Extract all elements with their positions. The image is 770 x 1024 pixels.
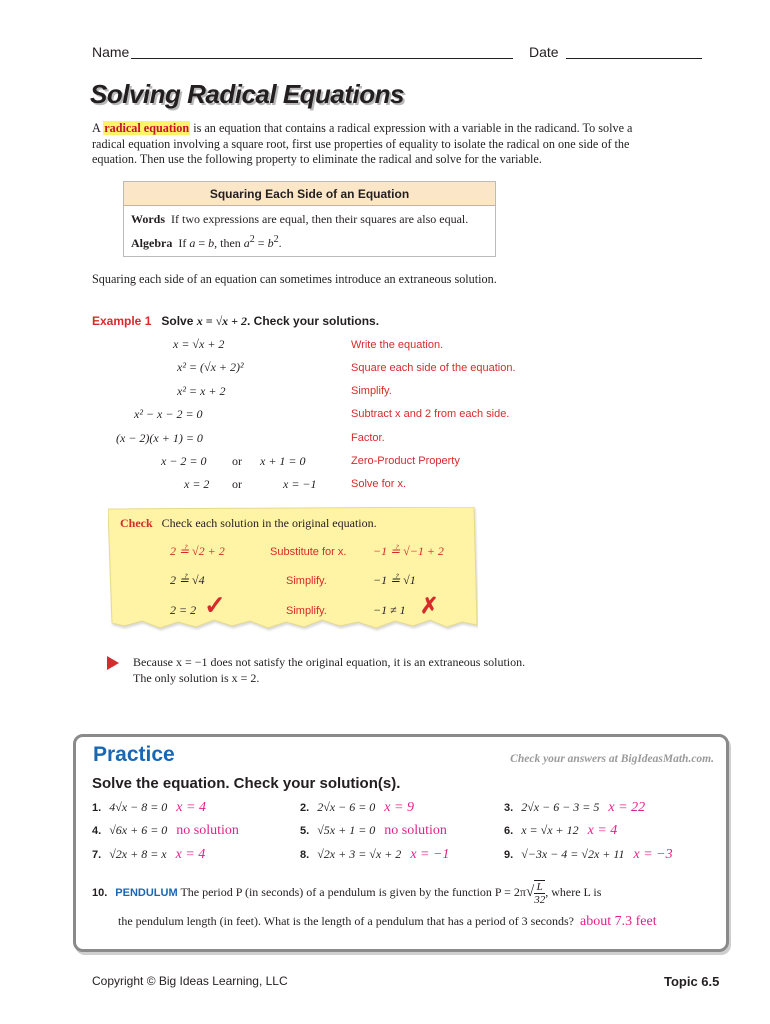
handwritten-answer[interactable]: x = 4 (176, 800, 206, 815)
algebra-if: If (178, 236, 187, 250)
problem-text-b: , where L is (545, 885, 602, 899)
conclusion-line2: The only solution is x = 2. (133, 670, 260, 685)
problem-text-c: the pendulum length (in feet). What is the length of a pendulum that has a period of 3 seconds? (118, 914, 574, 928)
exercise-equation: √2x + 8 = x (109, 847, 167, 861)
exercise-1 (92, 800, 206, 816)
sup: 2 (249, 234, 255, 245)
var-a-squared: a (243, 236, 250, 250)
step-1-math: x = √x + 2 (173, 337, 225, 351)
exercise-number: 8. (300, 849, 310, 861)
step-4-math: x² − x − 2 = 0 (134, 407, 203, 421)
fraction-numerator: L (534, 881, 545, 894)
handwritten-answer[interactable]: no solution (176, 823, 239, 838)
exercise-number: 6. (504, 825, 514, 837)
problem-10-line2 (92, 907, 712, 936)
check-answers-link[interactable]: Check your answers at BigIdeasMath.com. (510, 753, 714, 765)
intro-prefix: A (92, 121, 104, 135)
check-row2-reason: Simplify. (286, 575, 327, 587)
step-6-left: x − 2 = 0 (161, 454, 207, 468)
exercise-number: 4. (92, 825, 102, 837)
check-row1-right: −1 ≟ √−1 + 2 (373, 544, 444, 558)
eq2: = (254, 236, 268, 250)
example-heading (92, 314, 379, 329)
eq: = (195, 236, 209, 250)
step-6-reason: Zero-Product Property (351, 455, 460, 467)
handwritten-answer[interactable]: no solution (384, 823, 447, 838)
sqrt-icon: √ (525, 884, 535, 900)
exercise-equation: √−3x − 4 = √2x + 11 (521, 847, 625, 861)
fraction (534, 880, 545, 906)
algebra-then: , then (214, 236, 241, 250)
step-1-reason: Write the equation. (351, 339, 444, 351)
problem-10 (92, 878, 712, 936)
practice-instruction: Solve the equation. Check your solution(s). (92, 775, 401, 792)
step-3-math: x² = x + 2 (177, 384, 226, 398)
exercise-number: 7. (92, 849, 102, 861)
property-header: Squaring Each Side of an Equation (124, 182, 495, 206)
name-line[interactable] (131, 58, 513, 59)
exercise-equation: √6x + 6 = 0 (109, 823, 168, 837)
exercise-4 (92, 823, 239, 839)
handwritten-answer[interactable]: about 7.3 feet (580, 914, 657, 929)
exercise-8 (300, 847, 449, 863)
words-row (131, 212, 468, 227)
practice-title: Practice (93, 743, 175, 766)
date-line[interactable] (566, 58, 702, 59)
handwritten-answer[interactable]: x = −1 (410, 847, 450, 862)
conclusion-line1: Because x = −1 does not satisfy the original equation, it is an extraneous solution. (133, 655, 526, 669)
handwritten-answer[interactable]: x = 4 (175, 847, 206, 862)
var-a: a (189, 236, 196, 250)
handwritten-answer[interactable]: x = 4 (587, 823, 618, 838)
step-6-right: x + 1 = 0 (260, 454, 306, 468)
problem-keyword: PENDULUM (115, 887, 178, 899)
algebra-row (131, 234, 282, 251)
words-label: Words (131, 212, 166, 226)
var-b: b (208, 236, 215, 250)
exercise-equation: x = √x + 12 (521, 823, 579, 837)
exercise-number: 5. (300, 825, 310, 837)
exercise-number: 10. (92, 887, 108, 899)
algebra-label: Algebra (131, 236, 173, 250)
handwritten-answer[interactable]: x = 22 (608, 800, 646, 815)
example-solve: Solve (161, 314, 194, 328)
exercise-equation: 4√x − 8 = 0 (109, 800, 168, 814)
exercise-3 (504, 800, 645, 816)
exercise-number: 1. (92, 802, 102, 814)
words-text: If two expressions are equal, then their squares are also equal. (171, 212, 469, 226)
example-instruction: . Check your solutions. (247, 314, 380, 328)
check-label: Check (120, 516, 153, 530)
step-2-reason: Square each side of the equation. (351, 362, 516, 374)
crossmark-icon: ✗ (420, 593, 439, 618)
problem-text-a: The period P (in seconds) of a pendulum is given by the function P = 2π (180, 885, 526, 899)
check-row3-right: −1 ≠ 1 (373, 603, 406, 617)
check-text: Check each solution in the original equation. (161, 516, 377, 530)
exercise-equation: √2x + 3 = √x + 2 (317, 847, 402, 861)
checkmark-icon: ✓ (204, 591, 226, 620)
check-row3-reason: Simplify. (286, 605, 327, 617)
check-row1-left: 2 ≟ √2 + 2 (170, 544, 225, 558)
step-5-reason: Factor. (351, 432, 385, 444)
exercise-number: 3. (504, 802, 514, 814)
step-3-reason: Simplify. (351, 385, 392, 397)
handwritten-answer[interactable]: x = 9 (384, 800, 414, 815)
example-label: Example 1 (92, 314, 152, 328)
check-row1-reason: Substitute for x. (270, 546, 347, 558)
example-equation: x = √x + 2 (196, 314, 248, 328)
copyright: Copyright © Big Ideas Learning, LLC (92, 974, 288, 988)
exercise-7 (92, 847, 205, 863)
exercise-6 (504, 823, 617, 839)
check-row3-left: 2 = 2 (170, 603, 197, 617)
intro-text: is an equation that contains a radical expression with a variable in the radicand. To solve a radical equation involving a square root, first use properties of equality to isolate the radical on one side of the equation. Then use the following property to eliminate the radical and solve for the variable. (92, 121, 633, 167)
property-box (123, 181, 496, 257)
period: . (278, 236, 282, 250)
exercise-equation: √5x + 1 = 0 (317, 823, 376, 837)
date-label: Date (529, 44, 559, 60)
check-heading (120, 516, 377, 531)
step-7-right: x = −1 (283, 477, 317, 491)
topic-label: Topic 6.5 (664, 974, 720, 989)
arrow-icon (107, 656, 119, 670)
exercise-number: 9. (504, 849, 514, 861)
var-b-squared: b (267, 236, 274, 250)
intro-paragraph (92, 121, 652, 168)
exercise-equation: 2√x − 6 = 0 (317, 800, 376, 814)
highlighted-term: radical equation (104, 121, 190, 135)
page-title: Solving Radical Equations (90, 79, 404, 109)
check-note (108, 507, 478, 632)
step-5-math: (x − 2)(x + 1) = 0 (116, 431, 203, 445)
exercise-2 (300, 800, 414, 816)
step-4-reason: Subtract x and 2 from each side. (351, 408, 510, 420)
step-6-or: or (232, 454, 242, 468)
exercise-9 (504, 847, 673, 863)
conclusion (133, 655, 633, 686)
step-7-or: or (232, 477, 242, 491)
step-7-left: x = 2 (184, 477, 210, 491)
exercise-5 (300, 823, 447, 839)
exercise-equation: 2√x − 6 − 3 = 5 (521, 800, 600, 814)
problem-10-line1 (92, 878, 712, 907)
step-7-reason: Solve for x. (351, 478, 407, 490)
name-label: Name (92, 44, 130, 60)
extraneous-note: Squaring each side of an equation can sometimes introduce an extraneous solution. (92, 272, 497, 286)
check-row2-right: −1 ≟ √1 (373, 573, 416, 587)
fraction-denominator: 32 (534, 894, 546, 907)
exercise-number: 2. (300, 802, 310, 814)
practice-panel (73, 734, 729, 952)
check-row2-left: 2 ≟ √4 (170, 573, 205, 587)
sup2: 2 (273, 234, 279, 245)
step-2-math: x² = (√x + 2)² (177, 360, 244, 374)
handwritten-answer[interactable]: x = −3 (633, 847, 673, 862)
